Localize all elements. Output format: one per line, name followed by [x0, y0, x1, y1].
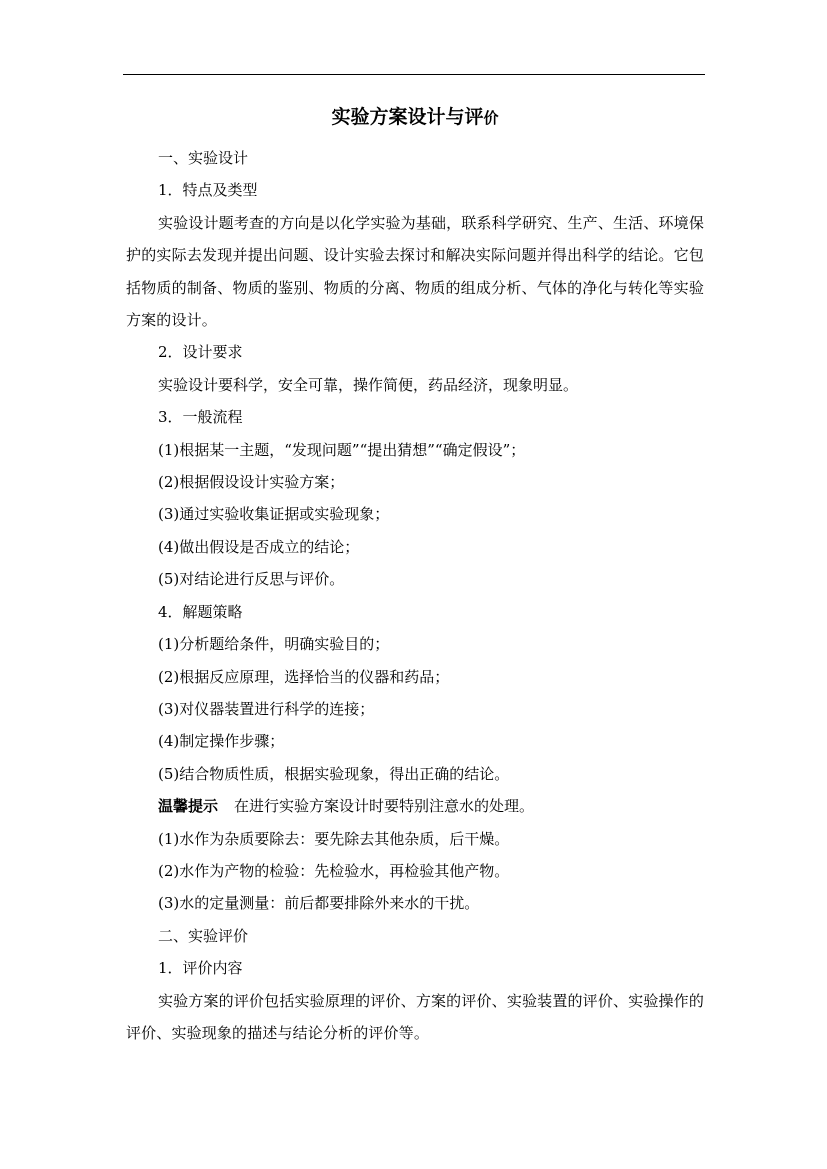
tip-label: 温馨提示 — [158, 797, 219, 816]
list-item: (4)制定操作步骤； — [158, 732, 285, 751]
subsection-2-1-paragraph: 实验方案的评价包括实验原理的评价、方案的评价、实验装置的评价、实验操作的评价、实验现象的描述与结论分析的评价等。 — [126, 991, 704, 1042]
tip-line — [126, 790, 704, 822]
list-item: (3)水的定量测量：前后都要排除外来水的干扰。 — [158, 894, 480, 913]
list-item: (2)根据假设设计实验方案； — [158, 473, 345, 492]
list-item: (2)根据反应原理，选择恰当的仪器和药品； — [158, 667, 450, 686]
subsection-1-2-text: 实验设计要科学，安全可靠，操作简便，药品经济，现象明显。 — [158, 375, 579, 394]
document-body — [126, 100, 704, 1049]
subsection-2-1-heading: 1．评价内容 — [158, 959, 243, 978]
subsection-1-3-heading: 3．一般流程 — [158, 408, 243, 427]
title-main-text: 实验方案设计与评 — [331, 106, 484, 128]
list-item: (4)做出假设是否成立的结论； — [158, 537, 360, 556]
list-item: (2)水作为产物的检验：先检验水，再检验其他产物。 — [158, 861, 510, 880]
subsection-1-4-heading: 4．解题策略 — [158, 602, 243, 621]
list-item: (1)分析题给条件，明确实验目的； — [158, 635, 390, 654]
title-tail-text: 价 — [483, 109, 499, 127]
subsection-1-2-heading: 2．设计要求 — [158, 343, 243, 362]
list-item: (5)结合物质性质，根据实验现象，得出正确的结论。 — [158, 764, 510, 783]
section-1-heading: 一、实验设计 — [158, 149, 249, 167]
list-item: (3)通过实验收集证据或实验现象； — [158, 505, 390, 524]
page-title — [126, 100, 704, 135]
list-item: (5)对结论进行反思与评价。 — [158, 570, 345, 589]
subsection-1-1-paragraph: 实验设计题考查的方向是以化学实验为基础，联系科学研究、生产、生活、环境保护的实际去发现并提出问题、设计实验去探讨和解决实际问题并得出科学的结论。它包括物质的制备、物质的鉴别、物质的分离、物质的组成分析、气体的净化与转化等实验方案的设计。 — [126, 213, 704, 330]
list-item: (1)水作为杂质要除去：要先除去其他杂质，后干燥。 — [158, 829, 510, 848]
tip-text: 在进行实验方案设计时要特别注意水的处理。 — [234, 797, 535, 816]
list-item: (3)对仪器装置进行科学的连接； — [158, 699, 375, 718]
subsection-1-1-heading: 1．特点及类型 — [158, 181, 258, 200]
header-rule — [123, 74, 705, 75]
section-2-heading: 二、实验评价 — [158, 926, 249, 945]
list-item: (1)根据某一主题，“发现问题”“提出猜想”“确定假设”； — [158, 440, 526, 459]
